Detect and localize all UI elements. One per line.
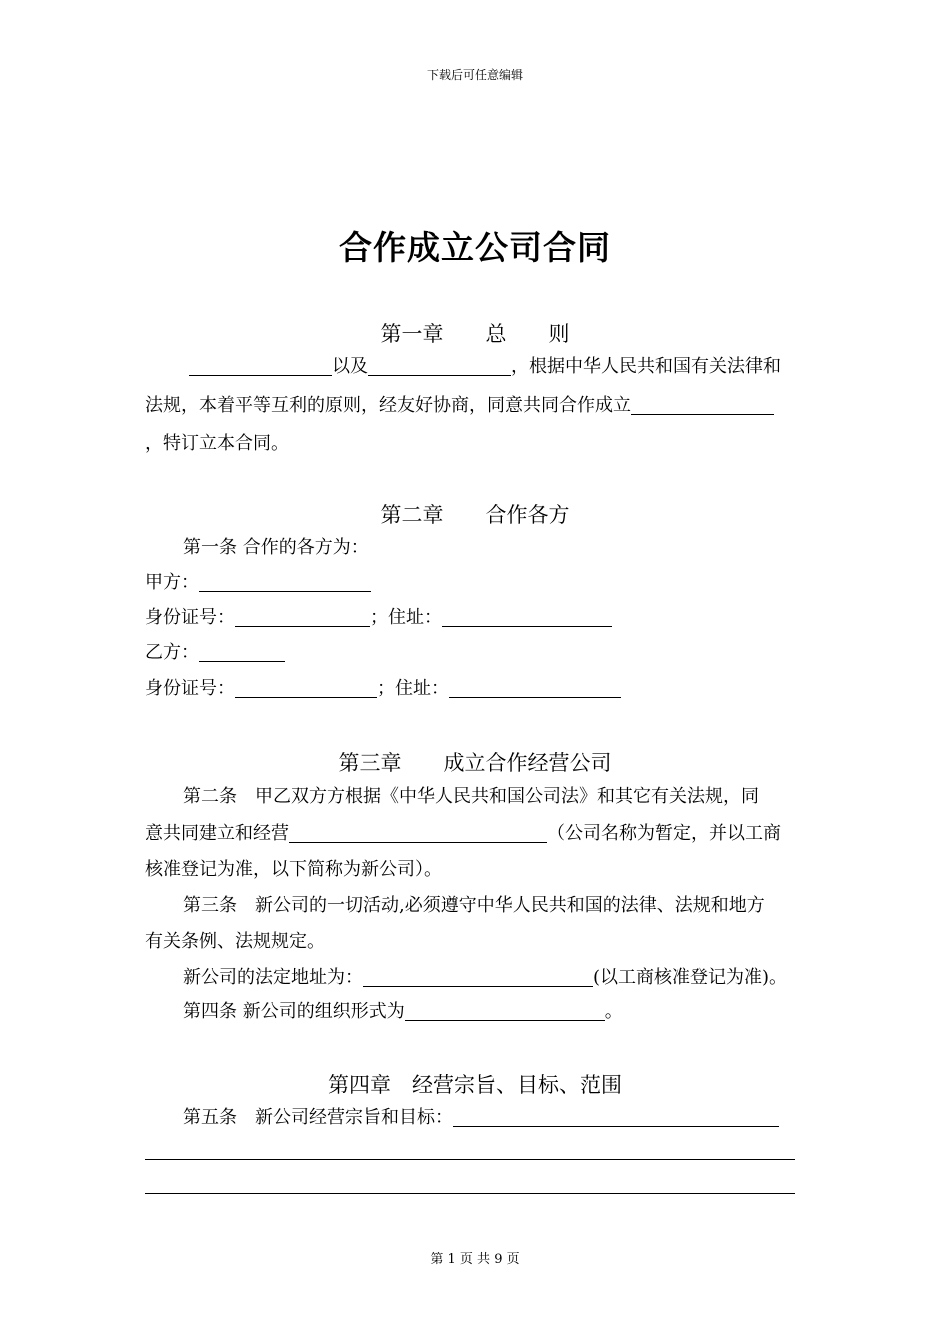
article-2-line-3: 核准登记为准，以下简称为新公司）。 (145, 859, 442, 880)
preamble-line-1 (189, 355, 781, 379)
purpose-blank-3 (145, 1193, 795, 1194)
document-title: 合作成立公司合同 (339, 228, 611, 267)
company-name-blank (289, 824, 547, 843)
chapter-1-heading: 第一章 总 则 (380, 322, 570, 346)
id-blank-a (235, 608, 370, 627)
article-2-post: （公司名称为暂定，并以工商 (547, 823, 781, 844)
party-b-name-blank (199, 643, 285, 662)
purpose-blank-1 (453, 1108, 779, 1127)
article-3-line-1: 第三条 新公司的一切活动,必须遵守中华人民共和国的法律、法规和地方 (183, 895, 765, 916)
legal-address-label: 新公司的法定地址为： (183, 967, 363, 988)
legal-address-note: (以工商核准登记为准)。 (593, 967, 788, 988)
article-2-line-1: 第二条 甲乙双方方根据《中华人民共和国公司法》和其它有关法规，同 (183, 786, 759, 807)
article-4-label: 第四条 新公司的组织形式为 (183, 1001, 405, 1022)
id-blank-b (235, 679, 377, 698)
chapter-2-heading: 第二章 合作各方 (380, 503, 570, 527)
party-a-id-line (145, 606, 612, 630)
article-5-line (183, 1106, 779, 1130)
party-a-line (145, 571, 371, 595)
page-footer: 第 1 页 共 9 页 (430, 1252, 520, 1267)
org-form-blank (405, 1002, 605, 1021)
purpose-blank-2 (145, 1159, 795, 1160)
page-header: 下载后可任意编辑 (426, 68, 523, 82)
legal-address-blank (363, 968, 593, 987)
party-b-id-line (145, 677, 621, 701)
party-a-blank (189, 357, 332, 376)
address-label-b: ；住址： (377, 678, 449, 699)
id-label-b: 身份证号： (145, 678, 235, 699)
party-b-label: 乙方： (145, 642, 199, 663)
preamble-rest: ，根据中华人民共和国有关法律和 (511, 356, 781, 377)
party-a-name-blank (199, 573, 371, 592)
article-4-line (183, 1000, 623, 1024)
address-blank-a (442, 608, 612, 627)
article-4-end: 。 (604, 1001, 623, 1022)
article-5-label: 第五条 新公司经营宗旨和目标： (183, 1107, 453, 1128)
party-b-blank (368, 357, 511, 376)
address-label-a: ；住址： (370, 607, 442, 628)
party-b-line (145, 641, 285, 665)
company-blank (631, 396, 774, 415)
chapter-3-heading: 第三章 成立合作经营公司 (338, 751, 612, 775)
article-3-line-2: 有关条例、法规规定。 (145, 931, 325, 952)
preamble-text-2: 法规，本着平等互利的原则，经友好协商，同意共同合作成立 (145, 395, 631, 416)
preamble-line-2 (145, 394, 774, 418)
preamble-and: 以及 (332, 356, 368, 377)
article-2-pre: 意共同建立和经营 (145, 823, 289, 844)
article-2-line-2 (145, 822, 781, 846)
id-label-a: 身份证号： (145, 607, 235, 628)
party-a-label: 甲方： (145, 572, 199, 593)
article-1: 第一条 合作的各方为： (183, 537, 369, 558)
chapter-4-heading: 第四章 经营宗旨、目标、范围 (328, 1073, 622, 1097)
preamble-line-3: ，特订立本合同。 (145, 433, 289, 454)
address-blank-b (449, 679, 621, 698)
legal-address-line (183, 966, 787, 990)
